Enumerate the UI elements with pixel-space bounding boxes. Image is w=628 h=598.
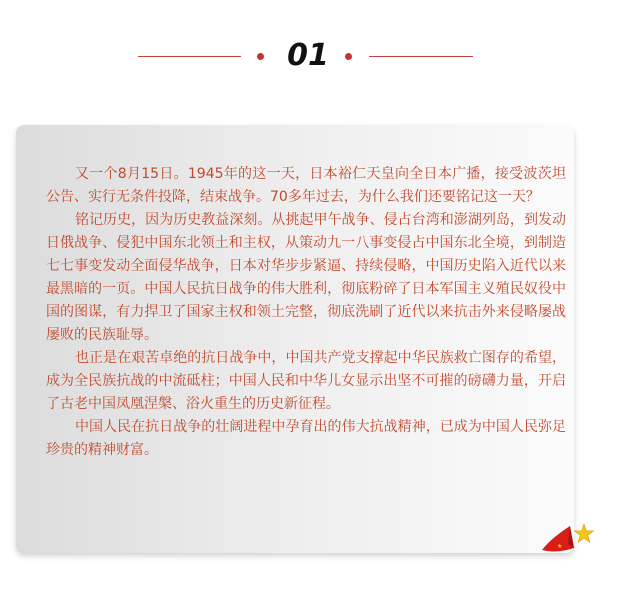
- header-dot-right: [345, 53, 352, 60]
- paragraph-2: 铭记历史，因为历史教益深刻。从挑起甲午战争、侵占台湾和澎湖列岛，到发动日俄战争、侵犯中国东北领土和主权，从策动九一八事变侵占中国东北全境，到制造七七事变发动全面侵华战争，日本对华步步紧逼、持续侵略，中国历史陷入近代以来最黑暗的一页。中国人民抗日战争的伟大胜利，彻底粉碎了日本军国主义殖民奴役中国的图谋，有力捍卫了国家主权和领土完整，彻底洗刷了近代以来抗击外来侵略屡战屡败的民族耻辱。: [46, 212, 566, 343]
- paragraph-1: 又一个8月15日。1945年的这一天，日本裕仁天皇向全日本广播，接受波茨坦公告、实行无条件投降，结束战争。70多年过去，为什么我们还要铭记这一天？: [46, 166, 566, 205]
- section-header: [0, 0, 628, 110]
- header-line-right: [369, 56, 473, 57]
- header-line-left: [138, 56, 241, 57]
- article-body: [46, 163, 566, 462]
- article-card: [16, 125, 574, 553]
- section-number: 01: [287, 38, 329, 73]
- paragraph-4: 中国人民在抗日战争的壮阔进程中孕育出的伟大抗战精神，已成为中国人民弥足珍贵的精神财富。: [46, 419, 566, 458]
- header-dot-left: [257, 53, 264, 60]
- paragraph-3: 也正是在艰苦卓绝的抗日战争中，中国共产党支撑起中华民族救亡图存的希望，成为全民族抗战的中流砥柱；中国人民和中华儿女显示出坚不可摧的磅礴力量，开启了古老中国凤凰涅槃、浴火重生的历史新征程。: [46, 350, 566, 412]
- red-flag-icon: [540, 522, 596, 554]
- gold-star-icon: [575, 524, 594, 542]
